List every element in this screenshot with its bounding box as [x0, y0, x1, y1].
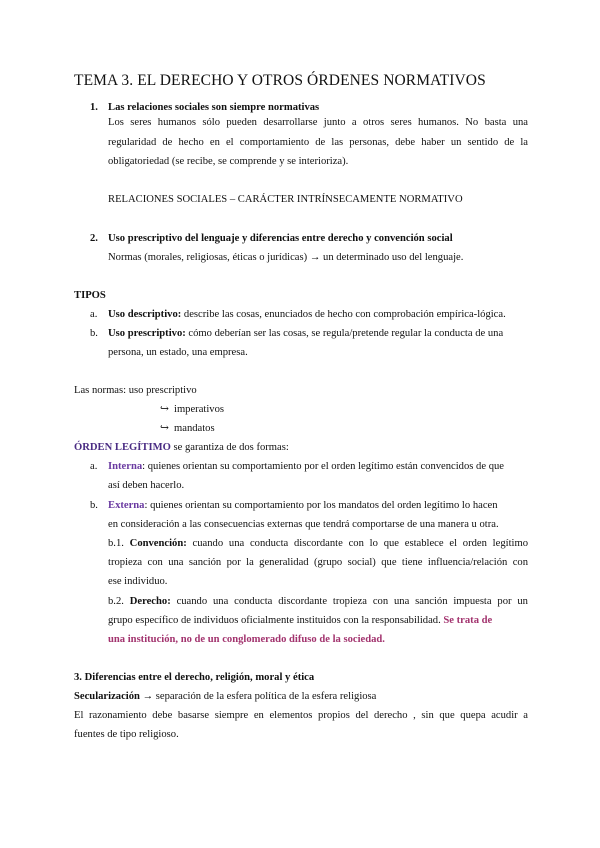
orden-heading-rest: se garantiza de dos formas: [170, 442, 289, 453]
orden-b2-line-1 [108, 592, 528, 612]
orden-heading: ÓRDEN LEGÍTIMO [74, 442, 171, 453]
section-3-line-2: fuentes de tipo religioso. [74, 729, 179, 740]
orden-b-text-2: en consideración a las consecuencias externas que tendrá comportarse de una manera u otra. [108, 519, 499, 530]
page-title: TEMA 3. EL DERECHO Y OTROS ÓRDENES NORMATIVOS [74, 72, 486, 89]
tipos-a-label: Uso descriptivo: [108, 309, 182, 320]
tipos-a-marker: a. [90, 309, 98, 320]
tipos-b-label: Uso prescriptivo: [108, 328, 186, 339]
orden-b2-line-2 [108, 611, 528, 631]
tipos-a-text: describe las cosas, enunciados de hecho con comprobación empírica-lógica. [181, 309, 506, 320]
orden-a-label: Interna [108, 461, 143, 472]
orden-heading-line [74, 438, 289, 458]
orden-b1-number: b.1. [108, 538, 124, 549]
normas-item-1-text: imperativos [174, 404, 225, 415]
orden-b1-text-1: cuando una conducta discordante con lo que establece el orden legítimo [186, 538, 528, 549]
section-2-line: Normas (morales, religiosas, éticas o jurídicas) → un determinado uso del lenguaje. [108, 252, 464, 263]
section-1-caps-line: RELACIONES SOCIALES – CARÁCTER INTRÍNSECAMENTE NORMATIVO [108, 194, 463, 205]
section-1-line-2: regularidad de hecho en el comportamiento de las personas, debe haber un sentido de la [108, 137, 528, 148]
section-1-number: 1. [90, 102, 98, 113]
orden-b2-highlight-2: una institución, no de un conglomerado difuso de la sociedad. [108, 634, 385, 645]
orden-a-marker: a. [90, 461, 98, 472]
orden-b1-line-1 [108, 534, 528, 554]
orden-b2-highlight-1: Se trata de [443, 615, 493, 626]
secularizacion-label: Secularización [74, 691, 140, 702]
orden-b2-label: Derecho: [129, 596, 171, 607]
hook-arrow-icon: ↪ [160, 404, 169, 415]
orden-item-a [108, 457, 528, 477]
normas-line: Las normas: uso prescriptivo [74, 385, 197, 396]
secularizacion-text: → separación de la esfera política de la esfera religiosa [139, 691, 377, 702]
orden-b-marker: b. [90, 500, 98, 511]
section-3-line-1: El razonamiento debe basarse siempre en elementos propios del derecho , sin que quepa acudir a [74, 710, 528, 721]
orden-b1-label: Convención: [129, 538, 187, 549]
orden-b1-text-2: tropieza con una sanción por la generalidad (grupo social) que tiene influencia/relación con [108, 557, 528, 568]
orden-b1-text-3: ese individuo. [108, 576, 168, 587]
tipos-b-text-1: cómo deberían ser las cosas, se regula/pretende regular la conducta de una [185, 328, 504, 339]
tipos-item-a [108, 305, 506, 325]
orden-b2-text-1: cuando una conducta discordante tropieza con una sanción impuesta por un [170, 596, 528, 607]
section-1-line-3: obligatoriedad (se recibe, se comprende y se interioriza). [108, 156, 349, 167]
orden-a-text-1: : quienes orientan su comportamiento por el orden legítimo están convencidos de que [142, 461, 504, 472]
orden-b2-number: b.2. [108, 596, 124, 607]
orden-item-b [108, 496, 528, 516]
section-3-secularizacion [74, 687, 376, 707]
section-1-line-1: Los seres humanos sólo pueden desarrollarse junto a otros seres humanos. No basta una [108, 117, 528, 128]
tipos-heading: TIPOS [74, 290, 106, 301]
section-2-heading: Uso prescriptivo del lenguaje y diferencias entre derecho y convención social [108, 233, 453, 244]
normas-item-2-text: mandatos [174, 423, 215, 434]
orden-b-label: Externa [108, 500, 145, 511]
normas-item-1 [160, 400, 224, 420]
section-2-number: 2. [90, 233, 98, 244]
orden-b2-text-2: grupo específico de individuos oficialmente instituidos con la responsabilidad. [108, 615, 441, 626]
orden-b-text-1: : quienes orientan su comportamiento por los mandatos del orden legítimo lo hacen [144, 500, 498, 511]
hook-arrow-icon: ↪ [160, 423, 169, 434]
normas-item-2 [160, 419, 215, 439]
tipos-item-b [108, 324, 528, 344]
tipos-b-marker: b. [90, 328, 98, 339]
section-3-heading: 3. Diferencias entre el derecho, religión, moral y ética [74, 672, 315, 683]
tipos-b-text-2: persona, un estado, una empresa. [108, 347, 248, 358]
orden-a-text-2: así deben hacerlo. [108, 480, 185, 491]
section-1-heading: Las relaciones sociales son siempre normativas [108, 102, 320, 113]
